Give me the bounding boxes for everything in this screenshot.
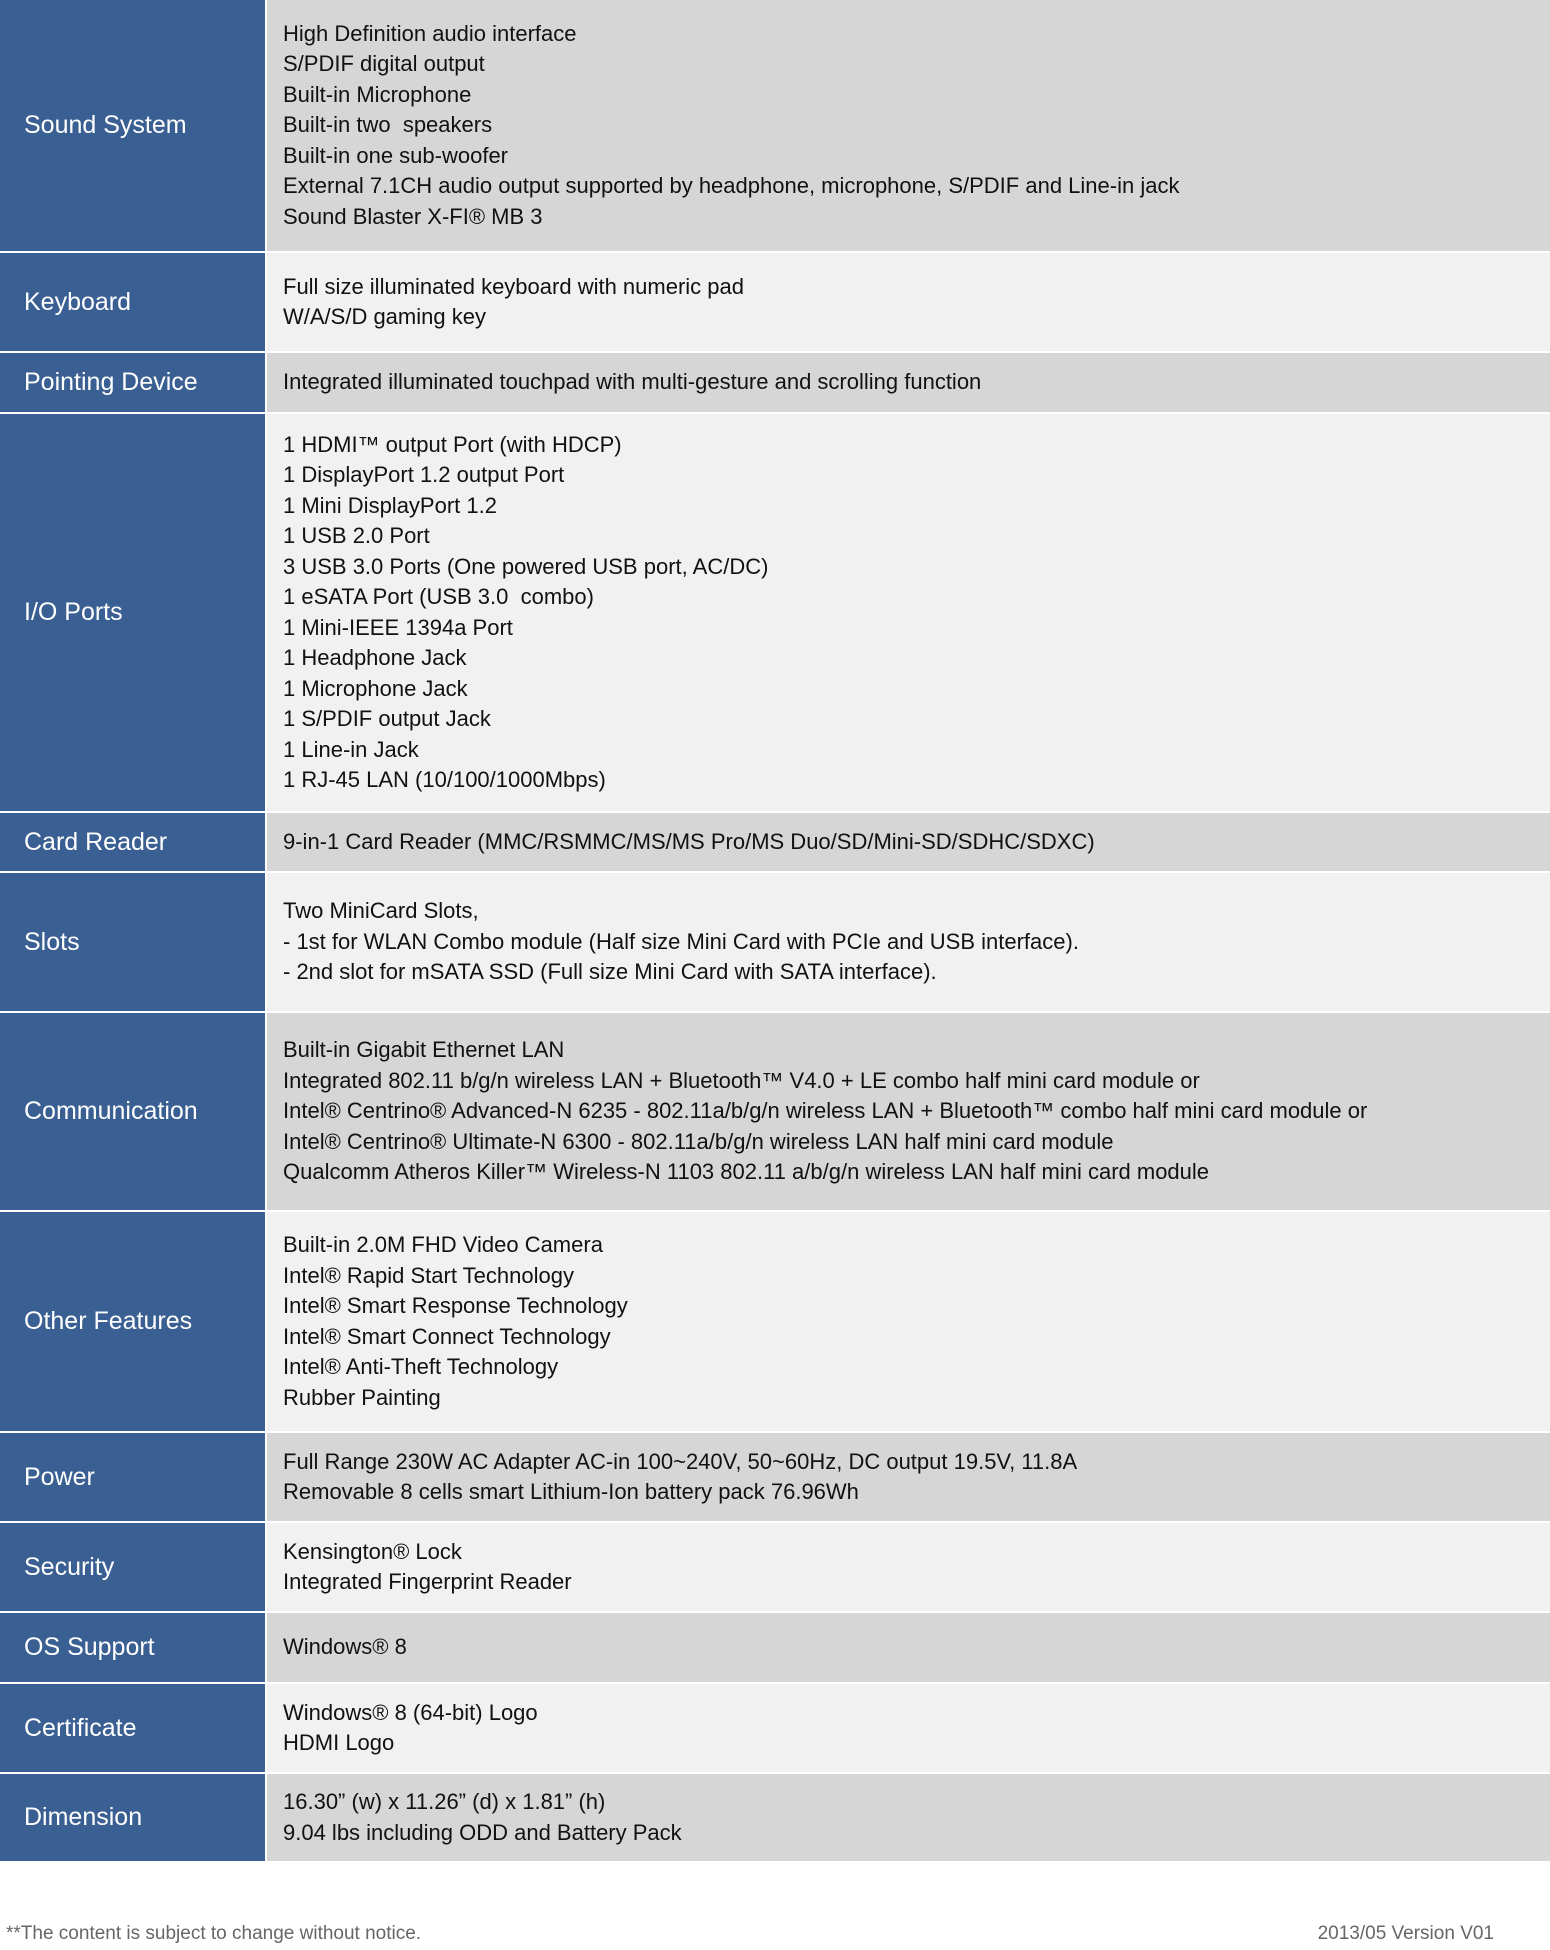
spec-value-line: Integrated 802.11 b/g/n wireless LAN + Bluetooth™ V4.0 + LE combo half mini card module or (283, 1067, 1200, 1093)
spec-row-slots (0, 872, 1550, 1012)
spec-value-line: 1 DisplayPort 1.2 output Port (283, 462, 565, 487)
spec-value-line: Windows® 8 (283, 1634, 407, 1660)
spec-value-line: Integrated illuminated touchpad with multi-gesture and scrolling function (283, 369, 982, 395)
spec-row-communication (0, 1012, 1550, 1211)
spec-row-card-reader (0, 812, 1550, 872)
spec-value-line: 9-in-1 Card Reader (MMC/RSMMC/MS/MS Pro/MS Duo/SD/Mini-SD/SDHC/SDXC) (283, 828, 1095, 854)
spec-value-line: Intel® Smart Response Technology (283, 1293, 628, 1318)
spec-value-line: Intel® Centrino® Advanced-N 6235 - 802.11a/b/g/n wireless LAN + Bluetooth™ combo half mini card module or (283, 1098, 1368, 1124)
spec-value (266, 1432, 1550, 1522)
spec-value-line: External 7.1CH audio output supported by headphone, microphone, S/PDIF and Line-in jack (283, 173, 1180, 199)
spec-value-line: Rubber Painting (283, 1384, 441, 1410)
spec-value (266, 0, 1550, 252)
spec-value-line: Intel® Smart Connect Technology (283, 1323, 611, 1349)
spec-value-line: Windows® 8 (64-bit) Logo (283, 1699, 538, 1725)
spec-label: Communication (0, 1012, 266, 1211)
spec-value-line: 3 USB 3.0 Ports (One powered USB port, AC/DC) (283, 553, 769, 579)
spec-value-line: 1 Microphone Jack (283, 675, 468, 701)
spec-label: Sound System (0, 0, 266, 252)
spec-value-line: Intel® Centrino® Ultimate-N 6300 - 802.11a/b/g/n wireless LAN half mini card module (283, 1128, 1114, 1154)
spec-value-line: Full Range 230W AC Adapter AC-in 100~240V, 50~60Hz, DC output 19.5V, 11.8A (283, 1448, 1078, 1474)
spec-value-line: 1 Headphone Jack (283, 645, 467, 670)
spec-value (266, 1612, 1550, 1683)
spec-value-line: 1 Line-in Jack (283, 736, 419, 762)
spec-row-other-features (0, 1211, 1550, 1432)
spec-label: Card Reader (0, 812, 266, 872)
spec-value-line: Sound Blaster X-FI® MB 3 (283, 203, 543, 229)
spec-label: Dimension (0, 1773, 266, 1862)
spec-label: Other Features (0, 1211, 266, 1432)
spec-value-line: Built-in Gigabit Ethernet LAN (283, 1037, 565, 1063)
spec-row-sound-system (0, 0, 1550, 252)
spec-value (266, 1211, 1550, 1432)
spec-value-line: Qualcomm Atheros Killer™ Wireless-N 1103 802.11 a/b/g/n wireless LAN half mini card module (283, 1159, 1210, 1185)
spec-value-line: - 1st for WLAN Combo module (Half size Mini Card with PCIe and USB interface). (283, 928, 1079, 954)
spec-row-power (0, 1432, 1550, 1522)
spec-value-line: Two MiniCard Slots, (283, 898, 479, 924)
spec-value-line: Kensington® Lock (283, 1538, 462, 1564)
spec-row-io-ports (0, 413, 1550, 812)
spec-row-keyboard (0, 252, 1550, 352)
version-label: 2013/05 Version V01 (1317, 1923, 1494, 1944)
spec-row-pointing-device (0, 352, 1550, 413)
spec-value (266, 1683, 1550, 1773)
spec-value-line: Intel® Anti-Theft Technology (283, 1354, 559, 1379)
spec-value-line: Intel® Rapid Start Technology (283, 1262, 574, 1288)
spec-value-line: 1 Mini-IEEE 1394a Port (283, 614, 513, 640)
spec-value-line: Full size illuminated keyboard with numeric pad (283, 273, 744, 299)
spec-value-line: 16.30” (w) x 11.26” (d) x 1.81” (h) (283, 1789, 606, 1814)
spec-value (266, 352, 1550, 413)
spec-value-line: 9.04 lbs including ODD and Battery Pack (283, 1819, 682, 1845)
spec-value-line: Integrated Fingerprint Reader (283, 1569, 572, 1594)
spec-label: Pointing Device (0, 352, 266, 413)
spec-value-line: Built-in Microphone (283, 81, 472, 107)
spec-value-line: - 2nd slot for mSATA SSD (Full size Mini Card with SATA interface). (283, 959, 937, 985)
spec-value (266, 812, 1550, 872)
spec-row-security (0, 1522, 1550, 1612)
spec-value-line: Removable 8 cells smart Lithium-Ion battery pack 76.96Wh (283, 1479, 859, 1504)
spec-value-line: 1 USB 2.0 Port (283, 523, 430, 548)
spec-value-line: S/PDIF digital output (283, 51, 485, 77)
spec-value (266, 1773, 1550, 1862)
spec-value (266, 1522, 1550, 1612)
spec-value-line: W/A/S/D gaming key (283, 304, 486, 329)
spec-row-dimension (0, 1773, 1550, 1862)
spec-row-os-support (0, 1612, 1550, 1683)
spec-value-line: Built-in two speakers (283, 112, 493, 138)
spec-value-line: HDMI Logo (283, 1730, 395, 1755)
spec-value-line: Built-in one sub-woofer (283, 142, 509, 168)
spec-value-line: 1 eSATA Port (USB 3.0 combo) (283, 584, 594, 609)
spec-value-line: 1 RJ-45 LAN (10/100/1000Mbps) (283, 767, 606, 792)
spec-value (266, 872, 1550, 1012)
disclaimer-note: **The content is subject to change without notice. (6, 1923, 422, 1944)
spec-label: Security (0, 1522, 266, 1612)
spec-value-line: 1 S/PDIF output Jack (283, 706, 491, 731)
spec-label: Power (0, 1432, 266, 1522)
spec-value-line: 1 HDMI™ output Port (with HDCP) (283, 431, 622, 457)
spec-label: Keyboard (0, 252, 266, 352)
spec-value (266, 1012, 1550, 1211)
spec-label: I/O Ports (0, 413, 266, 812)
spec-value-line: 1 Mini DisplayPort 1.2 (283, 492, 497, 518)
spec-label: Certificate (0, 1683, 266, 1773)
spec-label: OS Support (0, 1612, 266, 1683)
spec-value (266, 413, 1550, 812)
spec-label: Slots (0, 872, 266, 1012)
spec-value-line: High Definition audio interface (283, 20, 577, 46)
spec-value-line: Built-in 2.0M FHD Video Camera (283, 1232, 603, 1257)
spec-value (266, 252, 1550, 352)
spec-row-certificate (0, 1683, 1550, 1773)
